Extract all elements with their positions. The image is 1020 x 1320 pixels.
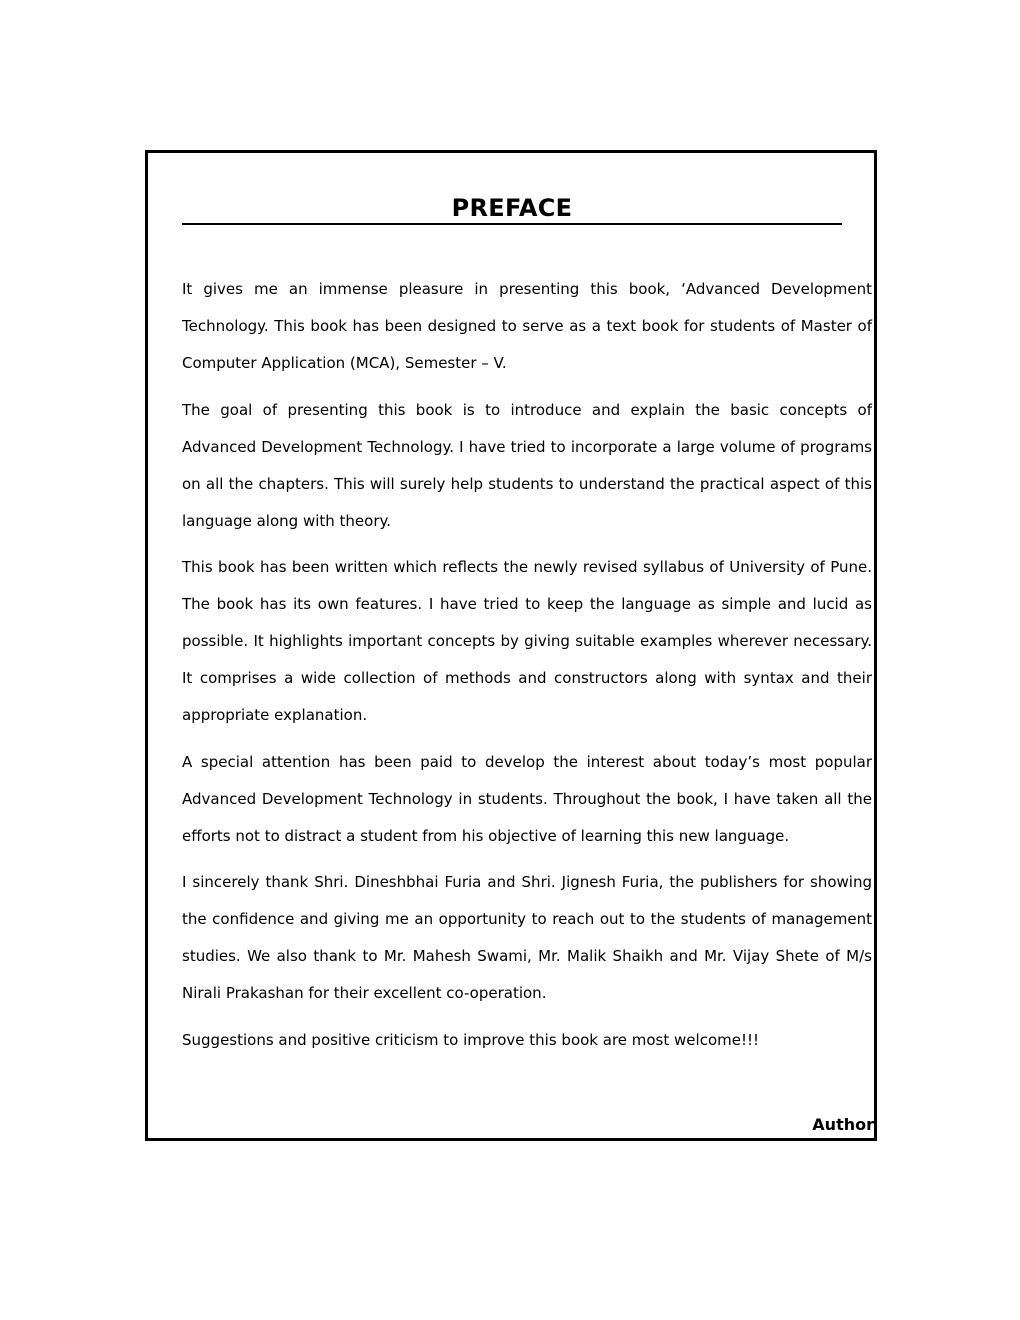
page-title: PREFACE — [182, 193, 842, 225]
paragraph-thanks: I sincerely thank Shri. Dineshbhai Furia and Shri. Jignesh Furia, the publishers for showing the confidence and giving me an opportunity to reach out to the students of management studies. We also thank to Mr. Mahesh Swami, Mr. Malik Shaikh and Mr. Vijay Shete of M/s Nirali Prakashan for their excellent co-operation. — [182, 873, 872, 1002]
paragraph-intro: It gives me an immense pleasure in presenting this book, ‘Advanced Development Technology. This book has been designed to serve as a text book for students of Master of Computer Application (MCA), Semester – V. — [182, 280, 872, 372]
preface-frame — [145, 150, 877, 1141]
paragraph-goal: The goal of presenting this book is to introduce and explain the basic concepts of Advanced Development Technology. I have tried to incorporate a large volume of programs on all the chapters. This will surely help students to understand the practical aspect of this language along with theory. — [182, 400, 872, 530]
paragraph-syllabus: This book has been written which reflects the newly revised syllabus of University of Pune. The book has its own features. I have tried to keep the language as simple and lucid as possible. It highlights important concepts by giving suitable examples wherever necessary. It comprises a wide collection of methods and constructors along with syntax and their appropriate explanation. — [182, 558, 872, 724]
paragraph-attention: A special attention has been paid to develop the interest about today’s most popular Advanced Development Technology in students. Throughout the book, I have taken all the efforts not to distract a student from his objective of learning this new language. — [182, 752, 872, 845]
preface-body — [182, 271, 872, 1068]
paragraph-suggestions: Suggestions and positive criticism to improve this book are most welcome!!! — [182, 1030, 759, 1049]
author-signature: Author — [812, 1115, 874, 1134]
